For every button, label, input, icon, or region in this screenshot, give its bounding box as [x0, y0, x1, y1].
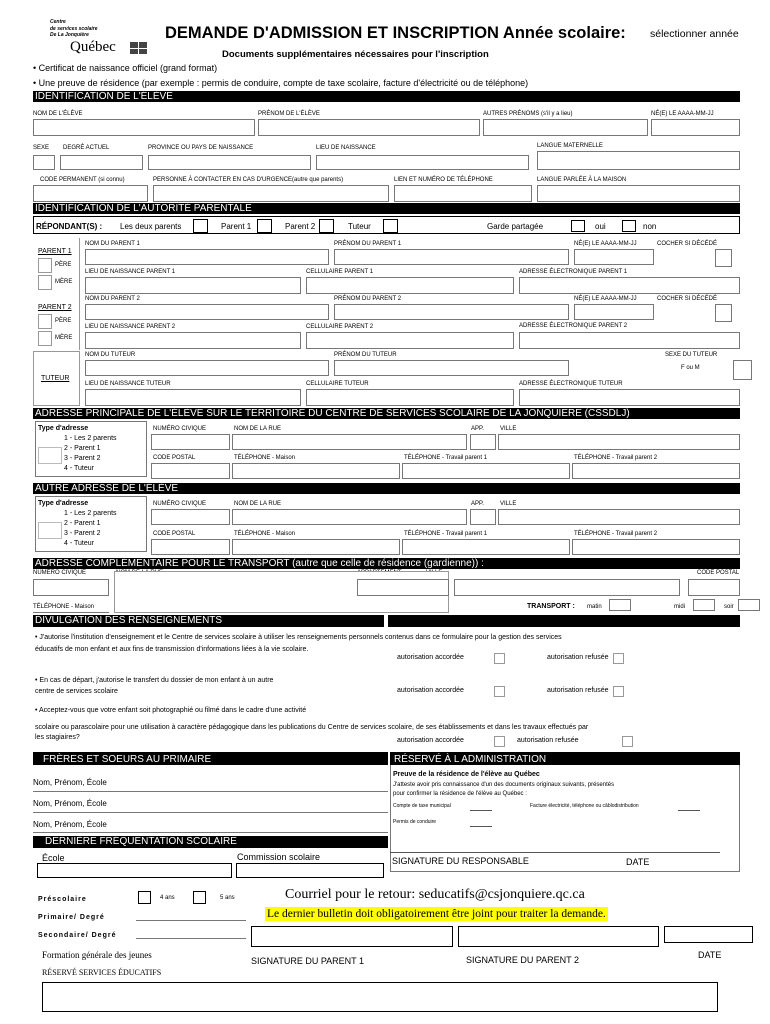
- grade-label: DEGRÉ ACTUEL: [63, 145, 110, 151]
- tutor-cell-input[interactable]: [306, 389, 514, 406]
- other-address-type-input[interactable]: [38, 522, 62, 539]
- admin-line-1: J'atteste avoir pris connaissance d'un des documents originaux suivants, présentés: [393, 782, 615, 788]
- permanent-code-label: CODE PERMANENT (si connu): [40, 177, 125, 183]
- last-school-label: École: [42, 853, 65, 863]
- secondary-grade-line[interactable]: [136, 938, 246, 939]
- parent2-signature-label: SIGNATURE DU PARENT 2: [466, 955, 580, 965]
- parent1-mother-checkbox[interactable]: [38, 275, 52, 290]
- main-work2-label: TÉLÉPHONE - Travail parent 2: [574, 455, 658, 461]
- emergency-contact-label: PERSONNE À CONTACTER EN CAS D'URGENCE(autre que parents): [153, 177, 344, 183]
- parent1-checkbox[interactable]: [257, 219, 272, 233]
- main-city-input[interactable]: [498, 434, 740, 450]
- doc-bullet-2: • Une preuve de résidence (par exemple : permis de conduire, compte de taxe scolaire, facture d'électricité ou de téléphone): [33, 78, 529, 88]
- parent1-email-input[interactable]: [519, 277, 740, 294]
- parent1-father-checkbox[interactable]: [38, 258, 52, 273]
- other-homephone-input[interactable]: [232, 539, 400, 555]
- tutor-birthplace-label: LIEU DE NAISSANCE TUTEUR: [85, 381, 171, 387]
- siblings-heading: FRÈRES ET SOEURS AU PRIMAIRE: [33, 752, 388, 765]
- main-homephone-label: TÉLÉPHONE - Maison: [234, 455, 296, 461]
- admin-box: [390, 752, 740, 872]
- parent2-dob-input[interactable]: [574, 304, 654, 320]
- tutor-sex-input[interactable]: [733, 360, 752, 380]
- disclosure-p3b: scolaire ou parascolaire pour une utilisation à caractère pédagogique dans les publications du Centre de services scolaire, de ses établissements et dans les travaux effectués par: [35, 724, 589, 731]
- parent2-cell-label: CELLULAIRE PARENT 2: [306, 324, 374, 330]
- mother-tongue-input[interactable]: [537, 151, 740, 170]
- logo-wordmark: Québec: [70, 39, 116, 55]
- student-firstname-input[interactable]: [258, 119, 480, 136]
- disclosure-p2b: centre de services scolaire: [35, 688, 118, 695]
- parent2-mother-label: MÈRE: [55, 335, 73, 341]
- parent1-birthplace-input[interactable]: [85, 277, 301, 294]
- disclosure2-accept-checkbox[interactable]: [494, 686, 505, 697]
- disclosure-p1a: • J'autorise l'institution d'enseignement et le Centre de services scolaire à utiliser les renseignements personnels contenus dans ce formulaire pour la gestion des services: [35, 634, 562, 641]
- tutor-checkbox[interactable]: [383, 219, 398, 233]
- transport-phone-label: TÉLÉPHONE - Maison: [33, 604, 95, 610]
- student-lastname-label: NOM DE L'ÉLÈVE: [33, 111, 83, 117]
- parent1-birthplace-label: LIEU DE NAISSANCE PARENT 1: [85, 269, 176, 275]
- other-work2-label: TÉLÉPHONE - Travail parent 2: [574, 531, 658, 537]
- emergency-contact-input[interactable]: [153, 185, 389, 202]
- transport-noon-label: midi: [674, 604, 686, 610]
- other-address-type-3: 3 - Parent 2: [64, 530, 101, 537]
- primary-grade-line[interactable]: [136, 920, 246, 921]
- parent1-cell-label: CELLULAIRE PARENT 1: [306, 269, 374, 275]
- student-othernames-label: AUTRES PRÉNOMS (s'il y a lieu): [483, 111, 573, 117]
- disclosure1-accept-label: autorisation accordée: [397, 654, 464, 661]
- admin-tax-label: Compte de taxe municipal: [393, 803, 451, 809]
- tutor-lastname-label: NOM DU TUTEUR: [85, 352, 136, 358]
- transport-noon-input[interactable]: [693, 599, 715, 611]
- transport-evening-input[interactable]: [738, 599, 760, 611]
- other-address-type-4: 4 - Tuteur: [64, 540, 94, 547]
- other-work1-input[interactable]: [402, 539, 570, 555]
- custody-yes-label: oui: [595, 222, 606, 231]
- parent1-firstname-input[interactable]: [334, 249, 569, 265]
- disclosure2-refuse-checkbox[interactable]: [613, 686, 624, 697]
- main-street-label: NOM DE LA RUE: [234, 426, 282, 432]
- parent2-mother-checkbox[interactable]: [38, 331, 52, 346]
- parent2-label: PARENT 2: [38, 304, 72, 311]
- logo-line-1: Centre: [50, 19, 66, 25]
- disclosure-heading: DIVULGATION DES RENSEIGNEMENTS: [33, 615, 384, 627]
- parent1-lastname-label: NOM DU PARENT 1: [85, 241, 140, 247]
- transport-label: TRANSPORT :: [527, 603, 575, 610]
- other-postal-input[interactable]: [151, 539, 230, 555]
- main-postal-label: CODE POSTAL: [153, 455, 196, 461]
- disclosure3-refuse-label: autorisation refusée: [517, 737, 579, 744]
- disclosure3-accept-checkbox[interactable]: [494, 736, 505, 747]
- parent2-lastname-input[interactable]: [85, 304, 329, 320]
- sibling-row-2-line[interactable]: [33, 812, 388, 813]
- main-work1-label: TÉLÉPHONE - Travail parent 1: [404, 455, 488, 461]
- permanent-code-input[interactable]: [33, 185, 148, 202]
- both-parents-label: Les deux parents: [120, 222, 182, 231]
- student-dob-label: NÉ(E) LE AAAA-MM-JJ: [651, 111, 714, 117]
- student-lastname-input[interactable]: [33, 119, 255, 136]
- main-street-input[interactable]: [232, 434, 467, 450]
- other-work1-label: TÉLÉPHONE - Travail parent 1: [404, 531, 488, 537]
- main-homephone-input[interactable]: [232, 463, 400, 479]
- sibling-row-3-label: Nom, Prénom, École: [33, 820, 107, 829]
- secondary-label: Secondaire/ Degré: [38, 932, 117, 939]
- custody-no-checkbox[interactable]: [622, 220, 636, 232]
- admin-date-label: DATE: [626, 857, 650, 867]
- disclosure2-accept-label: autorisation accordée: [397, 687, 464, 694]
- address-type-3: 3 - Parent 2: [64, 455, 101, 462]
- birth-province-input[interactable]: [148, 155, 311, 170]
- tutor-sex-label: SEXE DU TUTEUR: [665, 352, 718, 358]
- tutor-email-input[interactable]: [519, 389, 740, 406]
- parent2-birthplace-input[interactable]: [85, 332, 301, 349]
- parent1-father-label: PÈRE: [55, 262, 72, 268]
- school-board-label: Commission scolaire: [237, 852, 321, 862]
- admin-proof-title: Preuve de la résidence de l'élève au Québec: [393, 771, 540, 778]
- other-address-type-box: [35, 496, 147, 552]
- transport-postal-label: CODE POSTAL: [697, 570, 740, 576]
- parent2-signature-input[interactable]: [458, 926, 659, 947]
- main-work1-input[interactable]: [402, 463, 570, 479]
- admin-license-line[interactable]: [470, 826, 492, 827]
- general-education-label: Formation générale des jeunes: [42, 950, 152, 960]
- parent2-deceased-checkbox[interactable]: [715, 304, 732, 322]
- primary-label: Primaire/ Degré: [38, 914, 105, 921]
- disclosure-p1b: éducatifs de mon enfant et aux fins de transmission d'informations liées à la vie scolaire.: [35, 646, 309, 653]
- sibling-row-1-label: Nom, Prénom, École: [33, 778, 107, 787]
- school-board-input[interactable]: [236, 863, 384, 878]
- transport-civic-input[interactable]: [33, 579, 109, 596]
- relation-phone-input[interactable]: [394, 185, 532, 202]
- logo: [50, 20, 150, 58]
- home-language-input[interactable]: [537, 185, 740, 202]
- tutor-cell-label: CELLULAIRE TUTEUR: [306, 381, 369, 387]
- main-apt-label: APP.: [471, 426, 484, 432]
- main-civic-input[interactable]: [151, 434, 230, 450]
- preschool-4-checkbox[interactable]: [138, 891, 151, 904]
- address-type-4: 4 - Tuteur: [64, 465, 94, 472]
- respondents-label: RÉPONDANT(S) :: [36, 222, 103, 231]
- admin-line-2: pour confirmer la résidence de l'élève au Québec :: [393, 791, 527, 797]
- parent2-father-label: PÈRE: [55, 318, 72, 324]
- tutor-option-label: Tuteur: [348, 222, 371, 231]
- student-othernames-input[interactable]: [483, 119, 648, 136]
- custody-no-label: non: [643, 222, 657, 231]
- sibling-row-2-label: Nom, Prénom, École: [33, 799, 107, 808]
- parent1-cell-input[interactable]: [306, 277, 514, 294]
- address-type-1: 1 - Les 2 parents: [64, 435, 117, 442]
- date-label: DATE: [698, 950, 722, 960]
- tutor-birthplace-input[interactable]: [85, 389, 301, 406]
- other-apt-input[interactable]: [470, 509, 496, 525]
- main-postal-input[interactable]: [151, 463, 230, 479]
- main-city-label: VILLE: [500, 426, 517, 432]
- other-address-heading: AUTRE ADRESSE DE L'ÉLÈVE: [33, 483, 740, 494]
- parent1-lastname-input[interactable]: [85, 249, 329, 265]
- relation-phone-label: LIEN ET NUMÉRO DE TÉLÉPHONE: [394, 177, 493, 183]
- admin-signature-label: SIGNATURE DU RESPONSABLE: [392, 856, 529, 866]
- main-address-heading: ADRESSE PRINCIPALE DE L'ÉLÈVE SUR LE TERRITOIRE DU CENTRE DE SERVICES SCOLAIRE DE LA JONQUIERE (CSSDLJ): [33, 408, 740, 419]
- transport-city-input[interactable]: [454, 579, 680, 596]
- tutor-email-label: ADRESSE ÉLECTRONIQUE TUTEUR: [519, 381, 623, 387]
- parent2-deceased-label: COCHER SI DÉCÉDÉ: [657, 296, 718, 302]
- last-school-heading: DERNIÈRE FRÉQUENTATION SCOLAIRE: [33, 836, 388, 848]
- other-civic-input[interactable]: [151, 509, 230, 525]
- parent2-email-input[interactable]: [519, 332, 740, 349]
- birth-province-label: PROVINCE OU PAYS DE NAISSANCE: [148, 145, 254, 151]
- parent1-signature-label: SIGNATURE DU PARENT 1: [251, 956, 365, 966]
- birth-place-label: LIEU DE NAISSANCE: [316, 145, 376, 151]
- disclosure-heading-bar: [388, 615, 740, 627]
- form-title: DEMANDE D'ADMISSION ET INSCRIPTION Année scolaire:: [165, 24, 626, 42]
- parent2-dob-label: NÉ(E) LE AAAA-MM-JJ: [574, 296, 637, 302]
- fleur-de-lis-icon: [130, 42, 147, 54]
- main-address-type-box: [35, 421, 147, 477]
- parent2-email-label: ADRESSE ÉLECTRONIQUE PARENT 2: [519, 323, 628, 329]
- form-subtitle: Documents supplémentaires nécessaires pour l'inscription: [222, 49, 489, 60]
- shared-custody-label: Garde partagée: [487, 222, 544, 231]
- disclosure2-refuse-label: autorisation refusée: [547, 687, 609, 694]
- sex-input[interactable]: [33, 155, 55, 170]
- disclosure1-refuse-checkbox[interactable]: [613, 653, 624, 664]
- transport-apt-input[interactable]: [357, 579, 449, 596]
- school-year-select[interactable]: sélectionner année: [650, 28, 739, 40]
- last-school-input[interactable]: [37, 863, 232, 878]
- disclosure3-accept-label: autorisation accordée: [397, 737, 464, 744]
- student-section-heading: IDENTIFICATION DE L'ÉLÈVE: [33, 91, 740, 102]
- main-civic-label: NUMÉRO CIVIQUE: [153, 426, 207, 432]
- both-parents-checkbox[interactable]: [193, 219, 208, 233]
- other-civic-label: NUMÉRO CIVIQUE: [153, 501, 207, 507]
- address-type-title: Type d'adresse: [38, 425, 89, 432]
- disclosure-p3a: • Acceptez-vous que votre enfant soit photographié ou filmé dans le cadre d'une activité: [35, 707, 307, 714]
- grade-input[interactable]: [60, 155, 143, 170]
- home-language-label: LANGUE PARLÉE À LA MAISON: [537, 177, 627, 183]
- address-type-2: 2 - Parent 1: [64, 445, 101, 452]
- other-postal-label: CODE POSTAL: [153, 531, 196, 537]
- admin-license-label: Permis de conduire: [393, 819, 437, 825]
- admin-heading: RÉSERVÉ À L ADMINISTRATION: [390, 752, 740, 765]
- student-dob-input[interactable]: [651, 119, 740, 136]
- other-address-type-title: Type d'adresse: [38, 500, 89, 507]
- sex-label: SEXE: [33, 145, 50, 151]
- sibling-row-3-line[interactable]: [33, 832, 388, 833]
- parent2-firstname-input[interactable]: [334, 304, 569, 320]
- date-input[interactable]: [664, 926, 753, 943]
- sibling-row-1-line[interactable]: [33, 791, 388, 792]
- logo-line-3: De La Jonquière: [50, 32, 89, 38]
- transport-phone-line: [33, 612, 109, 613]
- parent2-cell-input[interactable]: [306, 332, 514, 349]
- other-street-input[interactable]: [232, 509, 467, 525]
- other-city-label: VILLE: [500, 501, 517, 507]
- admin-bill-line[interactable]: [678, 810, 700, 811]
- parent2-firstname-label: PRÉNOM DU PARENT 2: [334, 296, 402, 302]
- logo-line-2: de services scolaire: [50, 26, 98, 32]
- parent2-checkbox[interactable]: [319, 219, 334, 233]
- parent1-mother-label: MÈRE: [55, 279, 73, 285]
- parent1-signature-input[interactable]: [251, 926, 453, 947]
- transport-evening-label: soir: [724, 604, 734, 610]
- parent2-lastname-label: NOM DU PARENT 2: [85, 296, 140, 302]
- report-card-notice: Le dernier bulletin doit obligatoirement être joint pour traiter la demande.: [267, 908, 606, 920]
- parent1-dob-label: NÉ(E) LE AAAA-MM-JJ: [574, 241, 637, 247]
- authority-section-heading: IDENTIFICATION DE L'AUTORITÉ PARENTALE: [33, 203, 740, 214]
- other-city-input[interactable]: [498, 509, 740, 525]
- doc-bullet-1: • Certificat de naissance officiel (grand format): [33, 63, 218, 73]
- admin-signature-line[interactable]: [390, 852, 720, 853]
- transport-civic-label: NUMÉRO CIVIQUE: [33, 570, 87, 576]
- parent1-option-label: Parent 1: [221, 222, 252, 231]
- other-street-label: NOM DE LA RUE: [234, 501, 282, 507]
- parent1-deceased-label: COCHER SI DÉCÉDÉ: [657, 241, 718, 247]
- address-type-input[interactable]: [38, 447, 62, 464]
- disclosure-p3c: les stagiaires?: [35, 734, 80, 741]
- tutor-fm-label: F ou M: [681, 365, 700, 371]
- parent2-father-checkbox[interactable]: [38, 314, 52, 329]
- return-email: Courriel pour le retour: seducatifs@csjonquiere.qc.ca: [285, 887, 585, 902]
- tutor-label: TUTEUR: [41, 375, 70, 382]
- mother-tongue-label: LANGUE MATERNELLE: [537, 143, 603, 149]
- transport-heading: ADRESSE COMPLÉMENTAIRE POUR LE TRANSPORT (autre que celle de résidence (gardienne)) :: [33, 558, 740, 569]
- reserved-services-box[interactable]: [42, 982, 718, 1012]
- parent1-dob-input[interactable]: [574, 249, 654, 265]
- preschool-5-label: 5 ans: [220, 895, 235, 901]
- custody-yes-checkbox[interactable]: [571, 220, 585, 232]
- birth-place-input[interactable]: [316, 155, 529, 170]
- parent2-birthplace-label: LIEU DE NAISSANCE PARENT 2: [85, 324, 176, 330]
- admin-tax-line[interactable]: [470, 810, 492, 811]
- reserved-services-label: RÉSERVÉ SERVICES ÉDUCATIFS: [42, 968, 162, 977]
- disclosure1-refuse-label: autorisation refusée: [547, 654, 609, 661]
- parent1-deceased-checkbox[interactable]: [715, 249, 732, 267]
- transport-morning-input[interactable]: [609, 599, 631, 611]
- parent1-firstname-label: PRÉNOM DU PARENT 1: [334, 241, 402, 247]
- tutor-firstname-label: PRÉNOM DU TUTEUR: [334, 352, 397, 358]
- other-address-type-1: 1 - Les 2 parents: [64, 510, 117, 517]
- other-homephone-label: TÉLÉPHONE - Maison: [234, 531, 296, 537]
- other-apt-label: APP.: [471, 501, 484, 507]
- transport-morning-label: matin: [587, 604, 602, 610]
- preschool-5-checkbox[interactable]: [193, 891, 206, 904]
- transport-postal-input[interactable]: [688, 579, 740, 596]
- disclosure3-refuse-checkbox[interactable]: [622, 736, 633, 747]
- disclosure1-accept-checkbox[interactable]: [494, 653, 505, 664]
- preschool-4-label: 4 ans: [160, 895, 175, 901]
- main-work2-input[interactable]: [572, 463, 740, 479]
- main-apt-input[interactable]: [470, 434, 496, 450]
- other-work2-input[interactable]: [572, 539, 740, 555]
- tutor-lastname-input[interactable]: [85, 360, 329, 376]
- other-address-type-2: 2 - Parent 1: [64, 520, 101, 527]
- student-firstname-label: PRÉNOM DE L'ÉLÈVE: [258, 111, 320, 117]
- tutor-firstname-input[interactable]: [334, 360, 569, 376]
- parent2-option-label: Parent 2: [285, 222, 316, 231]
- admin-bill-label: Facture électricité, téléphone ou câblodistribution: [530, 803, 639, 809]
- parent1-email-label: ADRESSE ÉLECTRONIQUE PARENT 1: [519, 269, 628, 275]
- disclosure-p2a: • En cas de départ, j'autorise le transfert du dossier de mon enfant à un autre: [35, 677, 274, 684]
- parent1-label: PARENT 1: [38, 248, 72, 255]
- preschool-label: Préscolaire: [38, 896, 87, 903]
